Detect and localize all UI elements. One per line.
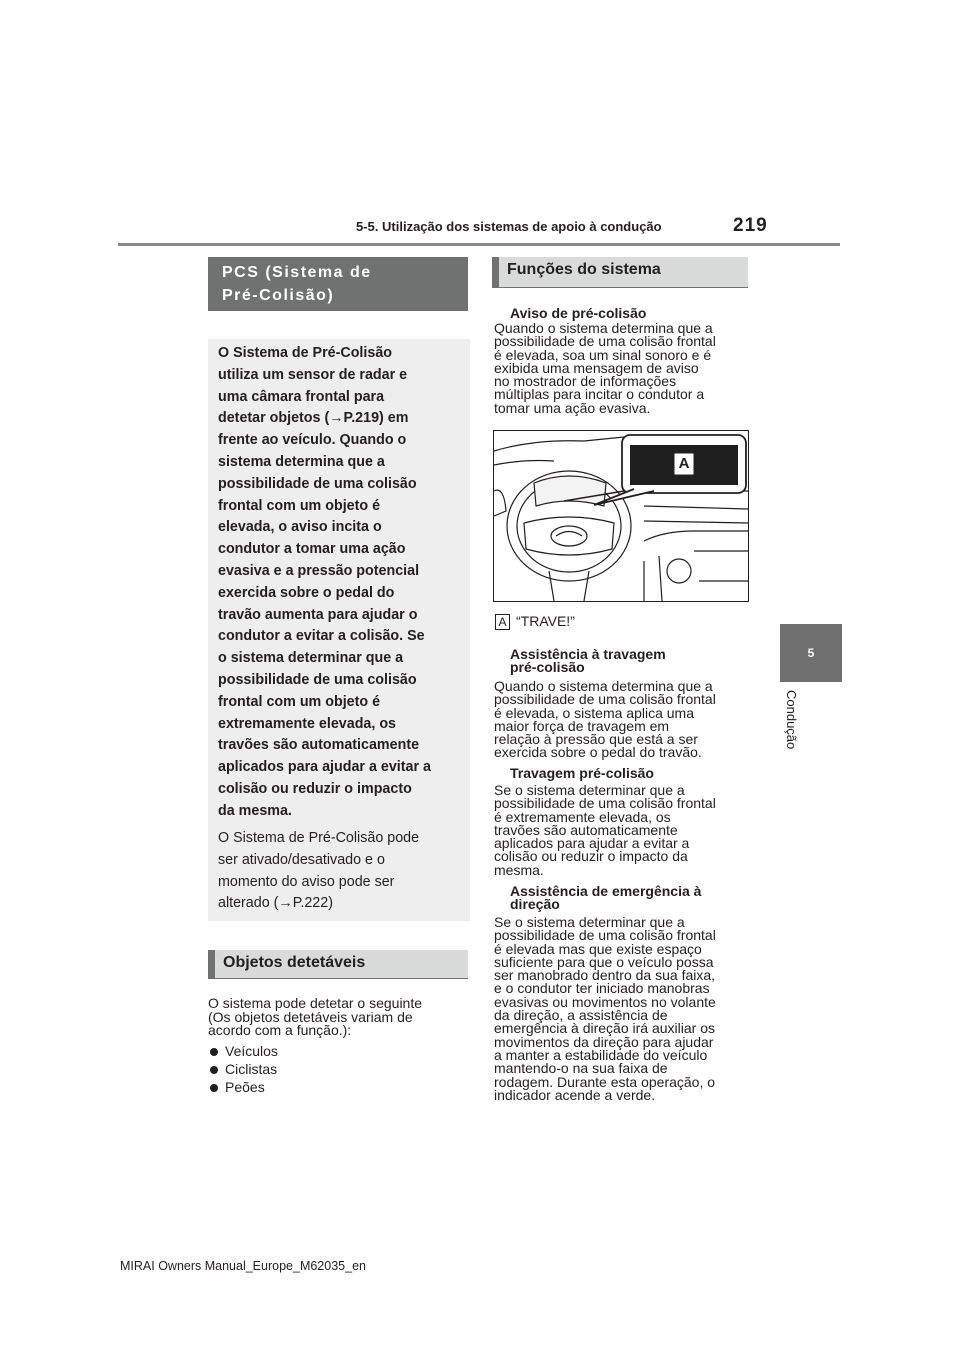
paragraph-line: Se o sistema determinar que a [494, 914, 685, 930]
paragraph-line: exibida uma mensagem de aviso [494, 359, 699, 376]
paragraph-line: possibilidade de uma colisão frontal [494, 333, 716, 350]
intro-bold-paragraph [218, 343, 466, 823]
intro-line: possibilidade de uma colisão [218, 475, 417, 492]
pcs-heading-line2: Pré-Colisão) [222, 287, 335, 304]
header-rule [118, 243, 840, 246]
title-line: Assistência à travagem [510, 646, 666, 662]
chapter-tab-label [775, 690, 805, 780]
list-item-label: Veículos [225, 1043, 278, 1059]
intro-line: frente ao veículo. Quando o [218, 432, 407, 449]
paragraph-line: maior força de travagem em [494, 717, 670, 734]
intro-line: uma câmara frontal para [218, 388, 385, 405]
intro-line: colisão ou reduzir o impacto [218, 780, 412, 797]
steering-wheel-illustration [494, 431, 748, 601]
intro-line: condutor a evitar a colisão. Se [218, 628, 425, 645]
paragraph-line: é elevada mas que existe espaço [494, 940, 702, 957]
objects-heading-text: Objetos detetáveis [223, 954, 366, 971]
paragraph-line: evasivas ou movimentos no volante [494, 993, 716, 1010]
settings-line: alterado (→P.222) [218, 895, 333, 912]
intro-line: O Sistema de Pré-Colisão [218, 345, 393, 361]
paragraph-line: no mostrador de informações [494, 373, 677, 390]
list-item [208, 1061, 277, 1077]
bullet-icon [210, 1084, 218, 1092]
braking-paragraph [494, 784, 748, 877]
intro-line: travão aumenta para ajudar o [218, 606, 418, 623]
functions-heading-text: Funções do sistema [507, 261, 661, 278]
paragraph-line: colisão ou reduzir o impacto da [494, 848, 688, 865]
objects-heading [208, 950, 468, 979]
intro-line: evasiva e a pressão potencial [218, 562, 420, 579]
paragraph-line: movimentos da direção para ajudar [494, 1033, 714, 1050]
page-number: 219 [733, 215, 768, 236]
bullet-icon [210, 1066, 218, 1074]
paragraph-line: suficiente para que o veículo possa [494, 953, 714, 970]
objects-intro-line: O sistema pode detetar o seguinte [208, 995, 423, 1011]
paragraph-line: possibilidade de uma colisão frontal [494, 927, 716, 944]
brake-assist-title [510, 648, 740, 674]
warning-title: Aviso de pré-colisão [510, 305, 647, 321]
dashboard-illustration [493, 430, 749, 602]
paragraph-line: possibilidade de uma colisão frontal [494, 691, 716, 708]
paragraph-line: ser manobrado dentro da sua faixa, [494, 967, 716, 984]
paragraph-line: da direção, a assistência de [494, 1007, 668, 1024]
intro-line: o sistema determinar que a [218, 650, 404, 667]
intro-line: frontal com um objeto é [218, 693, 381, 710]
paragraph-line: Quando o sistema determina que a [494, 678, 713, 694]
steering-paragraph [494, 916, 748, 1102]
intro-line: da mesma. [218, 802, 292, 819]
settings-line: momento do aviso pode ser [218, 873, 395, 890]
paragraph-line: travões são automaticamente [494, 821, 678, 838]
intro-line: elevada, o aviso incita o [218, 519, 382, 536]
chapter-tab-label-text: Condução [784, 690, 799, 750]
paragraph-line: Quando o sistema determina que a [494, 320, 713, 336]
paragraph-line: mesma. [494, 861, 544, 878]
illustration-label-a: A [678, 455, 690, 472]
intro-line: utiliza um sensor de radar e [218, 366, 408, 383]
list-item [208, 1043, 278, 1059]
paragraph-line: é elevada, soa um sinal sonoro e é [494, 346, 712, 363]
title-line: direção [510, 896, 560, 912]
paragraph-line: mantendo-o na sua faixa de [494, 1060, 668, 1077]
paragraph-line: rodagem. Durante esta operação, o [494, 1073, 716, 1090]
braking-title: Travagem pré-colisão [510, 765, 654, 781]
footer-text: MIRAI Owners Manual_Europe_M62035_en [120, 1259, 366, 1273]
bullet-icon [210, 1048, 218, 1056]
callout-letter-a: A [495, 614, 510, 630]
intro-line: condutor a tomar uma ação [218, 541, 406, 558]
paragraph-line: exercida sobre o pedal do travão. [494, 744, 702, 761]
steering-title [510, 885, 740, 911]
objects-intro-line: (Os objetos detetáveis variam de [208, 1008, 413, 1025]
warning-paragraph [494, 322, 748, 415]
list-item-label: Ciclistas [225, 1061, 278, 1077]
paragraph-line: múltiplas para incitar o condutor a [494, 386, 705, 403]
chapter-tab-number: 5 [807, 646, 815, 660]
intro-line: extremamente elevada, os [218, 715, 397, 732]
paragraph-line: indicador acende a verde. [494, 1086, 656, 1103]
intro-line: sistema determina que a [218, 453, 385, 470]
settings-paragraph [218, 828, 466, 915]
intro-line: aplicados para ajudar a evitar a [218, 759, 431, 776]
intro-line: travões são automaticamente [218, 737, 420, 754]
list-item [208, 1079, 265, 1095]
paragraph-line: aplicados para ajudar a evitar a [494, 835, 690, 852]
paragraph-line: relação à pressão que está a ser [494, 731, 698, 748]
paragraph-line: a manter a estabilidade do veículo [494, 1046, 708, 1063]
callout-text: “TRAVE!” [516, 613, 575, 629]
settings-line: ser ativado/desativado e o [218, 851, 385, 868]
title-line: Assistência de emergência à [510, 883, 702, 899]
pcs-heading [208, 257, 468, 311]
settings-line: O Sistema de Pré-Colisão pode [218, 830, 420, 846]
objects-intro [208, 997, 470, 1038]
pcs-heading-line1: PCS (Sistema de [222, 264, 372, 281]
paragraph-line: é extremamente elevada, os [494, 808, 671, 825]
intro-line: exercida sobre o pedal do [218, 584, 395, 601]
brake-assist-paragraph [494, 680, 748, 760]
intro-line: detetar objetos (→P.219) em [218, 410, 409, 427]
intro-line: frontal com um objeto é [218, 497, 381, 514]
objects-intro-line: acordo com a função.): [208, 1022, 352, 1038]
functions-heading [492, 257, 748, 288]
list-item-label: Peões [225, 1079, 265, 1095]
paragraph-line: e o condutor ter iniciado manobras [494, 980, 710, 997]
paragraph-line: é elevada, o sistema aplica uma [494, 704, 694, 721]
intro-line: possibilidade de uma colisão [218, 671, 417, 688]
paragraph-line: tomar uma ação evasiva. [494, 399, 651, 416]
title-line: pré-colisão [510, 659, 585, 675]
paragraph-line: Se o sistema determinar que a [494, 782, 685, 798]
section-title: 5-5. Utilização dos sistemas de apoio à condução [356, 219, 662, 234]
paragraph-line: emergência à direção irá auxiliar os [494, 1020, 715, 1037]
paragraph-line: possibilidade de uma colisão frontal [494, 795, 716, 812]
